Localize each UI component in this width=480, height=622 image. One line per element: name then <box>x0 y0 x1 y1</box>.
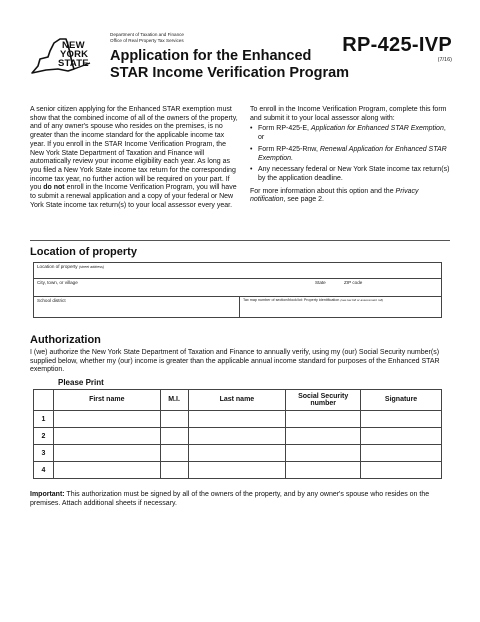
signature-cell[interactable] <box>361 462 442 479</box>
ny-state-logo <box>30 33 98 77</box>
form-title <box>110 48 349 82</box>
list-item <box>250 125 452 142</box>
tax-map-hint: (see tax bill or assessment roll) <box>340 298 384 302</box>
column-header-row-number <box>34 390 54 411</box>
ssn-cell[interactable] <box>286 462 361 479</box>
tax-map-label <box>243 298 383 302</box>
more-information <box>250 188 452 205</box>
middle-initial-cell[interactable] <box>160 445 188 462</box>
please-print-label: Please Print <box>58 378 104 387</box>
intro-paragraph-b: enroll in the Income Verification Program, you will have to submit a renewal application and a copy of your federal or New York State income tax return(s) to your local assessor every year. <box>30 184 237 209</box>
list-item <box>250 166 452 183</box>
row-number: 3 <box>34 445 54 462</box>
column-header-ssn <box>286 390 361 411</box>
intro-bold-do-not: do not <box>43 184 65 192</box>
table-row <box>34 462 442 479</box>
first-name-cell[interactable] <box>53 445 160 462</box>
issuing-office <box>110 32 184 44</box>
form-number: RP-425-IVP <box>342 34 452 56</box>
list-item-suffix: , or <box>258 125 446 142</box>
property-location-label-text: Location of property <box>37 264 78 269</box>
middle-initial-cell[interactable] <box>160 462 188 479</box>
authorization-statement: I (we) authorize the New York State Department of Taxation and Finance to annually verify, using my (our) Social Security number(s) supplied below, whether my (our) income is greater than the applicable annual income standard for purposes of the Enhanced STAR exemption. <box>30 349 440 374</box>
middle-initial-cell[interactable] <box>160 411 188 428</box>
tax-map-label-text: Tax map number of section/block/lot: Property identification <box>243 298 340 302</box>
required-documents-list <box>250 125 452 183</box>
table-row <box>34 428 442 445</box>
intro-paragraph-a: A senior citizen applying for the Enhanced STAR exemption must show that the combined income of all of the owners of the property, and of any owner's spouse who resides on the premises, is no greater than the income standard for the applicable income tax year. If you enroll in the STAR Income Verification Program, the New York State Department of Taxation and Finance will automatically review your income eligibility each year. As long as you filed a New York State income tax return for the corresponding income tax year, no further action will be required on your part. If you <box>30 106 238 192</box>
privacy-notification-link[interactable]: Privacy notification <box>250 187 419 204</box>
bullet-icon: • <box>250 125 253 133</box>
table-row <box>34 445 442 462</box>
table-header-row <box>34 390 442 411</box>
zip-code-label: ZIP code <box>344 280 363 285</box>
tax-map-number-field[interactable] <box>240 296 442 318</box>
ssn-cell[interactable] <box>286 411 361 428</box>
office-name: Office of Real Property Tax Services <box>110 38 184 43</box>
intro-left-column <box>30 106 238 210</box>
last-name-cell[interactable] <box>188 445 286 462</box>
column-header-signature: Signature <box>361 390 442 411</box>
list-item-prefix: Form RP-425-Rnw, <box>258 145 320 153</box>
list-item-emphasis: Renewal Application for Enhanced STAR Exemption. <box>258 145 447 162</box>
list-item-emphasis: Application for Enhanced STAR Exemption <box>310 125 444 133</box>
last-name-cell[interactable] <box>188 411 286 428</box>
last-name-cell[interactable] <box>188 428 286 445</box>
list-item-prefix: Any necessary federal or New York State income tax return(s) by the application deadline. <box>258 166 450 182</box>
form-title-line2: STAR Income Verification Program <box>110 65 350 81</box>
signature-cell[interactable] <box>361 445 442 462</box>
table-row <box>34 411 442 428</box>
school-district-label: School district <box>37 298 66 303</box>
location-heading: Location of property <box>30 246 137 258</box>
signature-cell[interactable] <box>361 411 442 428</box>
ssn-cell[interactable] <box>286 428 361 445</box>
middle-initial-cell[interactable] <box>160 428 188 445</box>
logo-word-york: YORK <box>60 49 89 60</box>
important-label: Important: <box>30 491 65 498</box>
property-location-label <box>37 264 104 269</box>
section-divider <box>30 240 450 241</box>
signature-cell[interactable] <box>361 428 442 445</box>
more-info-suffix: , see page 2. <box>283 196 324 204</box>
column-header-first-name: First name <box>53 390 160 411</box>
state-label: State <box>315 280 326 285</box>
bullet-icon: • <box>250 166 253 174</box>
logo-word-state: STATE <box>58 58 89 69</box>
last-name-cell[interactable] <box>188 462 286 479</box>
first-name-cell[interactable] <box>53 462 160 479</box>
authorization-heading: Authorization <box>30 334 101 346</box>
zip-code-field[interactable] <box>336 278 441 296</box>
ssn-cell[interactable] <box>286 445 361 462</box>
important-text: This authorization must be signed by all of the owners of the property, and by any owner's spouse who resides on the premises. Attach additional sheets if necessary. <box>30 491 430 507</box>
city-label: City, town, or village <box>37 280 78 285</box>
owners-table <box>33 389 442 479</box>
school-district-field[interactable] <box>34 296 239 318</box>
more-info-prefix: For more information about this option and the <box>250 187 396 195</box>
important-notice <box>30 491 450 508</box>
bullet-icon: • <box>250 145 253 153</box>
row-number: 4 <box>34 462 54 479</box>
column-header-last-name: Last name <box>188 390 286 411</box>
first-name-cell[interactable] <box>53 411 160 428</box>
column-header-ssn-text: Social Security number <box>298 392 349 407</box>
row-number: 2 <box>34 428 54 445</box>
row-number: 1 <box>34 411 54 428</box>
list-item-prefix: Form RP-425-E, <box>258 125 311 133</box>
city-field[interactable] <box>34 278 304 296</box>
form-revision-date: (7/16) <box>437 57 452 63</box>
location-fields-box <box>33 262 442 318</box>
logo-word-new: NEW <box>62 40 85 51</box>
form-title-line1: Application for the Enhanced <box>110 48 312 64</box>
department-name: Department of Taxation and Finance <box>110 32 184 37</box>
first-name-cell[interactable] <box>53 428 160 445</box>
column-header-middle-initial: M.I. <box>160 390 188 411</box>
property-location-field[interactable] <box>34 263 441 278</box>
enroll-instructions: To enroll in the Income Verification Program, complete this form and submit it to your local assessor along with: <box>250 106 447 122</box>
intro-right-column <box>250 106 452 205</box>
state-field[interactable] <box>304 278 336 296</box>
property-location-hint: (street address) <box>78 265 105 269</box>
list-item <box>250 146 452 163</box>
